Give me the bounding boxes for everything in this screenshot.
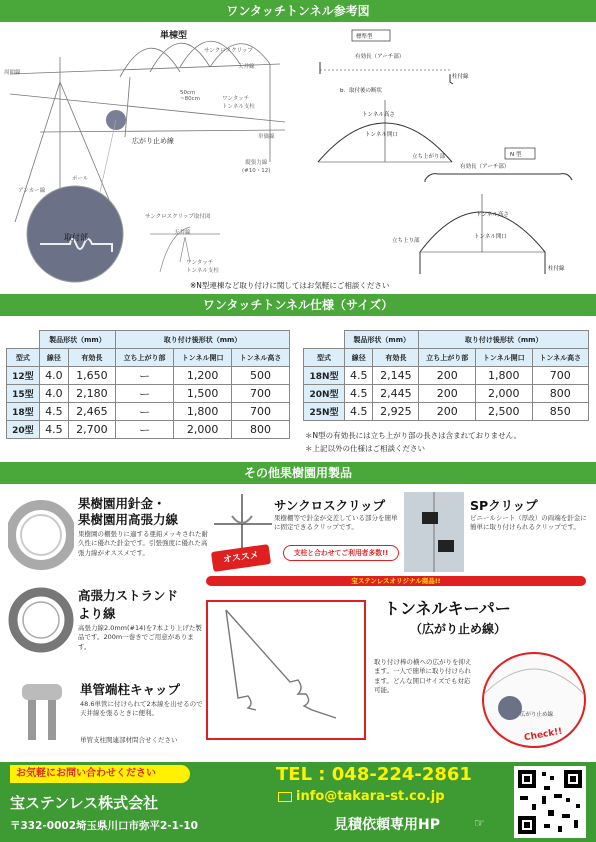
p5-text: 取り付け棒の横への広がりを抑えます。一人で簡単に取り付けられます。どんな開口サイズでも対応可能。: [374, 658, 472, 695]
spec-cell-value: 4.5: [39, 403, 68, 421]
spec-cell-type: 18N型: [304, 367, 345, 385]
spec-cell-value: 2,500: [476, 403, 532, 421]
spec-cell-value: 2,465: [68, 403, 115, 421]
tunnel-opening2-label: トンネル開口: [474, 234, 507, 240]
spec-cell-value: 4.5: [39, 421, 68, 439]
spec-section-header: ワンタッチトンネル仕様（サイズ）: [0, 294, 596, 316]
p5-title-2: （広がり止め線）: [410, 622, 507, 636]
col-diameter: 線径: [345, 349, 373, 367]
spec-cell-value: 2,145: [373, 367, 419, 385]
label-shuen: 周囲線: [4, 70, 21, 76]
cap-image: [12, 676, 72, 746]
spec-cell-type: 20N型: [304, 385, 345, 403]
p6-text: 48.6単管に付けられて2本線を出せるので天井線を張るときに便利。: [80, 700, 203, 718]
spec-cell-value: 4.5: [345, 385, 373, 403]
spec-cell-value: 1,200: [174, 367, 232, 385]
single-type-title: 単棟型: [160, 31, 188, 41]
tunnel-height-label: トンネル高さ: [362, 112, 395, 118]
p6-note: 単管支柱関連部材問合せください: [80, 736, 178, 744]
qr-code[interactable]: [514, 766, 586, 838]
spec-row: [304, 367, 589, 385]
spec-row: [7, 403, 290, 421]
label-pole: ポール: [72, 176, 89, 182]
original-label: 宝ステンレスオリジナル商品!!: [351, 577, 441, 585]
rise-label: 立ち上がり部: [412, 154, 446, 160]
spec-row: [7, 367, 290, 385]
col-type: 型式: [7, 349, 40, 367]
label-sankuro: サンクロスクリップ: [204, 48, 253, 54]
sp-clip-image: [404, 492, 464, 572]
p1-text: 果樹園の棚張りに適する亜鉛メッキされた耐久性に優れた針金です。引張強度に優れた高張力線がオススメです。: [78, 530, 208, 557]
p4-title-1: 高張力ストランド: [78, 588, 179, 603]
spec-table-standard: [6, 330, 290, 439]
spec-cell-value: 800: [532, 385, 588, 403]
spec-cell-value: 2,925: [373, 403, 419, 421]
spec-left-group1: 製品形状（mm）: [39, 331, 115, 349]
company-name: 宝ステンレス株式会社: [10, 794, 159, 812]
spec-right-group2: 取り付け後形状（mm）: [419, 331, 589, 349]
spec-cell-value: 850: [532, 403, 588, 421]
spec-row: [7, 385, 290, 403]
p3-title: SPクリップ: [470, 498, 538, 513]
spec-cell-value: 1,500: [174, 385, 232, 403]
rise2-label: 立ち上り部: [392, 238, 420, 244]
tunnel-opening-label: トンネル開口: [365, 132, 398, 138]
company-address: 〒332-0002埼玉県川口市弥平2-1-10: [10, 820, 198, 832]
col-diameter: 線径: [39, 349, 68, 367]
spec-cell-value: ー: [116, 367, 174, 385]
label-detail-tenjo: 天井線: [174, 230, 191, 236]
pillar2-label: 柱付線: [548, 266, 565, 272]
spec-cell-value: 4.0: [39, 385, 68, 403]
col-opening: トンネル開口: [174, 349, 232, 367]
email-link[interactable]: info@takara-st.co.jp: [296, 789, 445, 804]
diagram-section-header: ワンタッチトンネル参考図: [0, 0, 596, 22]
wire-coil-image: [8, 494, 74, 576]
spec-cell-type: 18型: [7, 403, 40, 421]
tunnel-height2-label: トンネル高さ: [476, 212, 509, 218]
strand-coil-image: [8, 584, 74, 656]
spec-cell-value: 2,700: [68, 421, 115, 439]
spec-cell-type: 12型: [7, 367, 40, 385]
p2-title: サンクロスクリップ: [274, 498, 386, 513]
spec-cell-value: 1,800: [174, 403, 232, 421]
spec-table-n: [303, 330, 589, 421]
spec-note-1: ＊N型の有効長には立ち上がり部の長さは含まれておりません。: [305, 431, 522, 440]
label-kiso: 縦張力線 (#10・12): [242, 160, 271, 174]
std-type-label: 標準型: [356, 34, 373, 40]
col-height: トンネル高さ: [232, 349, 290, 367]
spec-cell-value: 4.5: [345, 403, 373, 421]
eff-len-label: 有効長（アーチ部）: [355, 54, 405, 60]
tel-number[interactable]: TEL : 048-224-2861: [276, 764, 472, 785]
col-rise: 立ち上がり部: [419, 349, 476, 367]
spec-note-2: ＊上記以外の仕様はご相談ください: [305, 444, 425, 453]
p2-badge: 支柱と合わせてご利用者多数!!: [283, 545, 399, 561]
spec-cell-value: 1,650: [68, 367, 115, 385]
label-detail: サンクロスクリップ取付図: [145, 214, 211, 220]
p6-title: 単管端柱キャップ: [80, 682, 181, 697]
check-label: Check!!: [523, 726, 564, 744]
col-rise: 立ち上がり部: [116, 349, 174, 367]
spec-cell-value: ー: [116, 403, 174, 421]
spec-cell-type: 20型: [7, 421, 40, 439]
spec-cell-value: 700: [232, 385, 290, 403]
col-eff-len: 有効長: [373, 349, 419, 367]
diagram-area: [0, 22, 596, 294]
spec-row: [7, 421, 290, 439]
label-detail-pole: ワンタッチ トンネル支柱: [186, 260, 219, 274]
label-tenjo: 天井線: [238, 64, 255, 70]
spec-left-group2: 取り付け後形状（mm）: [116, 331, 290, 349]
spec-cell-type: 25N型: [304, 403, 345, 421]
p4-title-2: より線: [78, 606, 116, 621]
spec-cell-value: 2,180: [68, 385, 115, 403]
label-tanka: 単価線: [258, 134, 275, 140]
spec-cell-value: 500: [232, 367, 290, 385]
label-hirogari: 広がり止め線: [132, 137, 174, 145]
p5-title-1: トンネルキーパー: [384, 599, 511, 618]
spec-cell-value: 200: [419, 367, 476, 385]
spec-cell-value: 200: [419, 403, 476, 421]
spec-cell-value: ー: [116, 421, 174, 439]
spec-right-group1: 製品形状（mm）: [345, 331, 419, 349]
spec-cell-value: 2,000: [174, 421, 232, 439]
spec-cell-value: 700: [532, 367, 588, 385]
p4-text: 高張力線2.0mm(#14)を7本より上げた製品です。200m一巻きでご用意があります。: [78, 624, 202, 651]
eff-len2-label: 有効長（アーチ部）: [460, 164, 510, 170]
diagram-note: ※N型連棟など取り付けに関してはお気軽にご相談ください: [190, 281, 390, 290]
spec-cell-value: 1,800: [476, 367, 532, 385]
tunnel-diagram-svg: [0, 22, 596, 294]
spec-row: [304, 385, 589, 403]
spec-cell-value: ー: [116, 385, 174, 403]
spec-cell-value: 4.5: [345, 367, 373, 385]
spec-cell-value: 800: [232, 421, 290, 439]
products-section-header: その他果樹園用製品: [0, 462, 596, 484]
osusume-badge: オススメ: [211, 544, 271, 572]
col-opening: トンネル開口: [476, 349, 532, 367]
spec-cell-value: 200: [419, 385, 476, 403]
pillar-label: 柱付線: [452, 74, 469, 80]
label-anchor: アンカー線: [18, 188, 46, 194]
spec-cell-value: 700: [232, 403, 290, 421]
spec-cell-type: 15型: [7, 385, 40, 403]
check-hirogari-label: 広がり止め線: [520, 712, 554, 718]
p2-text: 果樹棚等で針金が交差している部分を簡単に固定できるクリップです。: [274, 514, 398, 532]
inquiry-banner: お気軽にお問い合わせください: [10, 765, 190, 783]
n-type-label: N 型: [510, 152, 522, 158]
tunnel-keeper-image: [206, 600, 366, 740]
mail-icon: [278, 792, 292, 802]
spec-cell-value: 4.0: [39, 367, 68, 385]
label-torituke: 取付部: [64, 233, 88, 242]
p1-title-1: 果樹園用針金・: [78, 496, 166, 511]
spec-row: [304, 403, 589, 421]
label-dim: 50cm ~80cm: [180, 90, 200, 102]
col-eff-len: 有効長: [68, 349, 115, 367]
spec-cell-value: 2,445: [373, 385, 419, 403]
p1-title-2: 果樹園用高張力線: [78, 512, 179, 527]
hp-link[interactable]: 見積依頼専用HP: [334, 817, 440, 833]
col-type: 型式: [304, 349, 345, 367]
pointing-hand-icon: ☞: [474, 816, 485, 830]
b-note-label: b．取付後の断状: [340, 88, 382, 94]
p3-text: ビニールシート（厚改）の両端を針金に簡単に取り付けられるクリップです。: [470, 514, 587, 532]
spec-cell-value: 2,000: [476, 385, 532, 403]
label-tunnel-pole: ワンタッチ トンネル支柱: [222, 96, 255, 110]
col-height: トンネル高さ: [532, 349, 588, 367]
